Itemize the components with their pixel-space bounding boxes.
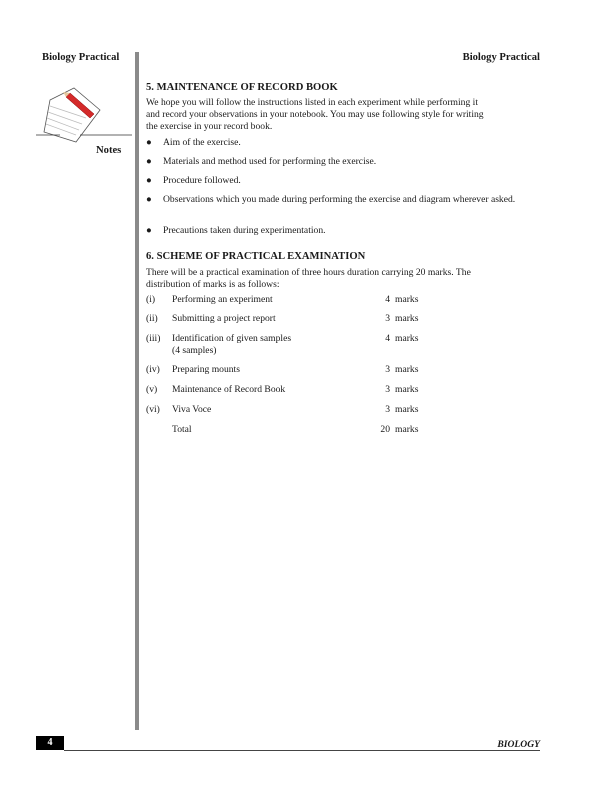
row-value: 3 (385, 404, 390, 415)
row-unit: marks (395, 364, 419, 375)
para-line: the exercise in your record book. (146, 121, 273, 132)
notepad-pencil-icon (36, 80, 136, 155)
row-label: Total (172, 424, 192, 435)
para-line: distribution of marks is as follows: (146, 279, 280, 290)
bullet-text: Materials and method used for performing the exercise. (163, 156, 377, 167)
bullet-text: Precautions taken during experimentation. (163, 225, 326, 236)
para-line: We hope you will follow the instructions listed in each experiment while performing it (146, 97, 479, 108)
header-left: Biology Practical (42, 52, 120, 63)
row-num: (vi) (146, 404, 160, 415)
row-label: Maintenance of Record Book (172, 384, 286, 395)
row-num: (v) (146, 384, 158, 395)
row-num: (i) (146, 294, 156, 305)
row-unit: marks (395, 333, 419, 344)
row-label: Identification of given samples (172, 333, 292, 344)
row-num: (iii) (146, 333, 161, 344)
bullet-text: Procedure followed. (163, 175, 241, 186)
row-unit: marks (395, 294, 419, 305)
bullet-icon: ● (146, 175, 152, 186)
bullet-icon: ● (146, 137, 152, 148)
page-number: 4 (36, 736, 64, 750)
bullet-text: Observations which you made during performing the exercise and diagram wherever asked. (163, 194, 516, 205)
bullet-icon: ● (146, 194, 152, 205)
footer-subject: BIOLOGY (497, 739, 540, 750)
section5-paragraph (146, 97, 546, 133)
section6-paragraph (146, 267, 546, 291)
row-unit: marks (395, 424, 419, 435)
bullet-icon: ● (146, 225, 152, 236)
row-label: Viva Voce (172, 404, 212, 415)
header-right: Biology Practical (462, 52, 540, 63)
row-value: 4 (385, 333, 390, 344)
footer-rule (64, 750, 540, 751)
row-value: 20 (380, 424, 390, 435)
notes-label: Notes (96, 145, 122, 156)
para-line: There will be a practical examination of three hours duration carrying 20 marks. The (146, 267, 471, 278)
row-unit: marks (395, 404, 419, 415)
row-label: Submitting a project report (172, 313, 276, 324)
row-num: (iv) (146, 364, 160, 375)
row-unit: marks (395, 313, 419, 324)
row-value: 3 (385, 364, 390, 375)
row-label: Performing an experiment (172, 294, 273, 305)
bullet-icon: ● (146, 156, 152, 167)
section5-title: 5. MAINTENANCE OF RECORD BOOK (146, 82, 338, 93)
section6-title: 6. SCHEME OF PRACTICAL EXAMINATION (146, 251, 366, 262)
row-value: 3 (385, 384, 390, 395)
row-num: (ii) (146, 313, 158, 324)
row-label: Preparing mounts (172, 364, 240, 375)
bullet-text: Aim of the exercise. (163, 137, 241, 148)
row-label-continued: (4 samples) (172, 345, 217, 356)
row-value: 4 (385, 294, 390, 305)
row-value: 3 (385, 313, 390, 324)
para-line: and record your observations in your notebook. You may use following style for writing (146, 109, 484, 120)
row-unit: marks (395, 384, 419, 395)
